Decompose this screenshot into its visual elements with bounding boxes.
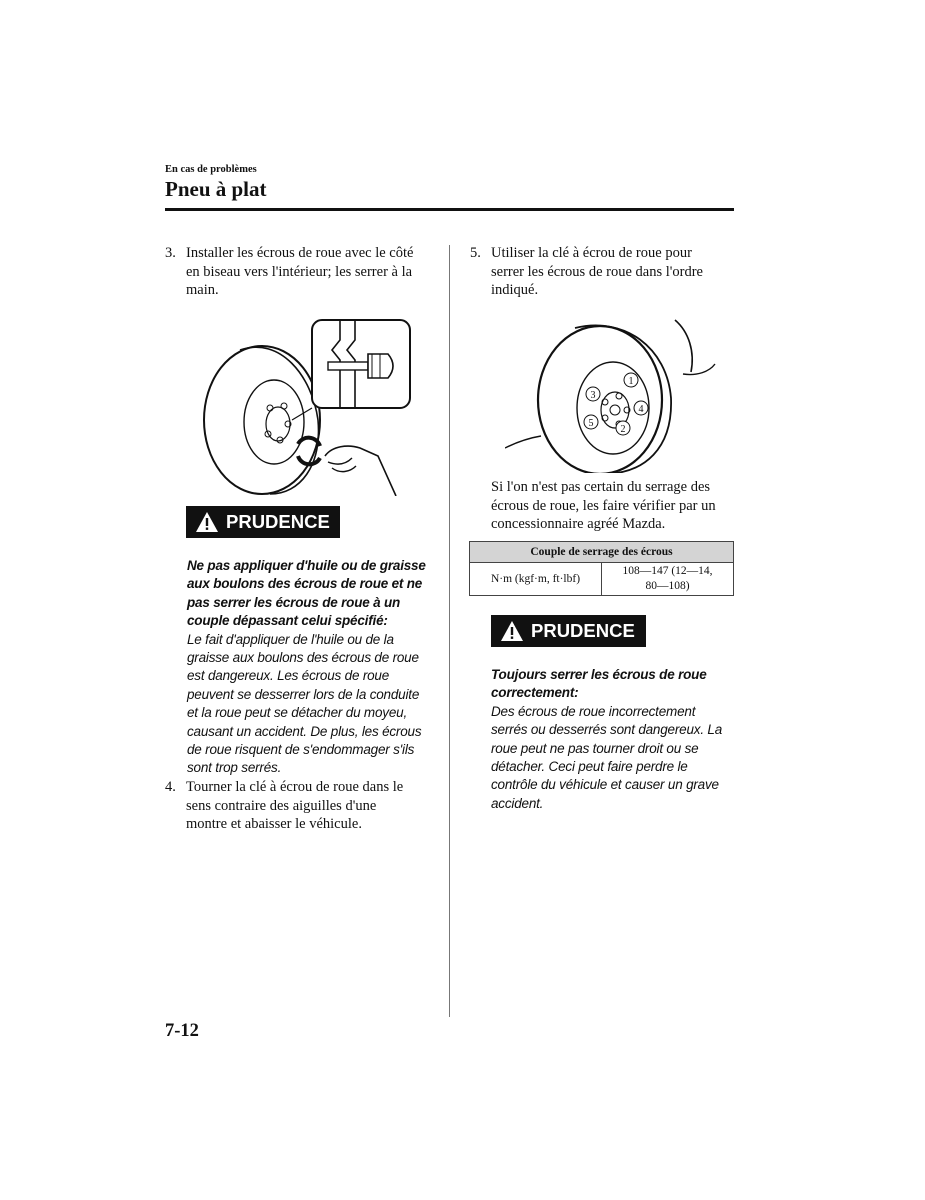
step-4-line: Tourner la clé à écrou de roue dans le [186,779,404,795]
caution-lead-line: Toujours serrer les écrous de roue [491,667,707,682]
nut-order-5: 5 [588,418,594,429]
step-4-number: 4. [165,779,176,795]
step-5-line: serrer les écrous de roue dans l'ordre [491,263,703,280]
caution-text-right [491,666,741,813]
section-label: En cas de problèmes [165,164,257,175]
caution-banner-right [491,615,646,647]
caution-body-line: serrés ou desserrés sont dangereux. La [491,722,723,738]
caution-body-line: accident. [491,795,544,811]
torque-note-line: écrous de roue, les faire vérifier par un [491,497,716,514]
torque-table [469,541,734,596]
torque-note-line: concessionnaire agréé Mazda. [491,516,666,532]
page-number: 7-12 [165,1021,199,1041]
page-title: Pneu à plat [165,177,267,201]
lug-nut-install-illustration [200,316,415,496]
caution-body-line: graisse aux boulons des écrous de roue [187,650,419,666]
caution-body-line: sont trop serrés. [187,760,282,776]
nut-order-2: 2 [620,424,626,435]
caution-body-line: de roue risquent de s'endommager s'ils [187,742,415,758]
torque-value-line: 80—108) [645,580,690,592]
caution-body-line: causant un accident. De plus, les écrous [187,723,422,739]
torque-note-line: Si l'on n'est pas certain du serrage des [491,479,711,495]
step-3 [165,244,435,300]
step-5-line: Utiliser la clé à écrou de roue pour [491,245,692,261]
nut-order-3: 3 [590,390,596,401]
caution-body-line: Le fait d'appliquer de l'huile ou de la [187,631,394,647]
warning-triangle-icon [195,511,219,533]
caution-body-line: peuvent se desserrer lors de la conduite [187,686,420,702]
column-divider [449,245,450,1017]
step-5-number: 5. [470,245,481,261]
step-3-number: 3. [165,245,176,261]
torque-note [491,478,735,534]
step-4-line: sens contraire des aiguilles d'une [186,797,377,814]
tightening-order-illustration [505,318,720,473]
caution-lead-line: Ne pas appliquer d'huile ou de graisse [187,558,426,573]
step-4-line: montre et abaisser le véhicule. [186,816,362,832]
title-rule [165,208,734,211]
torque-value-cell [602,563,734,596]
caution-lead-line: couple dépassant celui spécifié: [187,613,388,629]
caution-body-line: Des écrous de roue incorrectement [491,703,696,719]
caution-body-line: est dangereux. Les écrous de roue [187,668,390,684]
caution-body-line: et la roue peut se détacher du moyeu, [187,705,407,721]
step-3-line: Installer les écrous de roue avec le côté [186,245,414,261]
nut-order-1: 1 [628,376,634,387]
step-5-line: indiqué. [491,282,539,298]
nut-order-4: 4 [638,404,644,415]
warning-triangle-icon [500,620,524,642]
torque-table-header: Couple de serrage des écrous [470,542,734,563]
caution-lead-line: correctement: [491,685,579,701]
step-4 [165,778,435,834]
caution-body-line: détacher. Ceci peut faire perdre le [491,759,688,775]
caution-body-line: contrôle du véhicule et causer un grave [491,777,719,793]
step-3-line: main. [186,282,219,298]
torque-value-line: 108—147 (12—14, [622,565,713,577]
caution-label: PRUDENCE [226,511,330,532]
caution-lead-line: aux boulons des écrous de roue et ne [187,576,423,592]
caution-text-left [187,557,437,778]
caution-label: PRUDENCE [531,620,635,641]
torque-unit-cell: N·m (kgf·m, ft·lbf) [470,563,602,596]
step-3-line: en biseau vers l'intérieur; les serrer à la [186,263,413,280]
caution-banner-left [186,506,340,538]
caution-body-line: roue peut ne pas tourner droit ou se [491,740,699,756]
step-5 [470,244,734,300]
caution-lead-line: pas serrer les écrous de roue à un [187,594,401,610]
